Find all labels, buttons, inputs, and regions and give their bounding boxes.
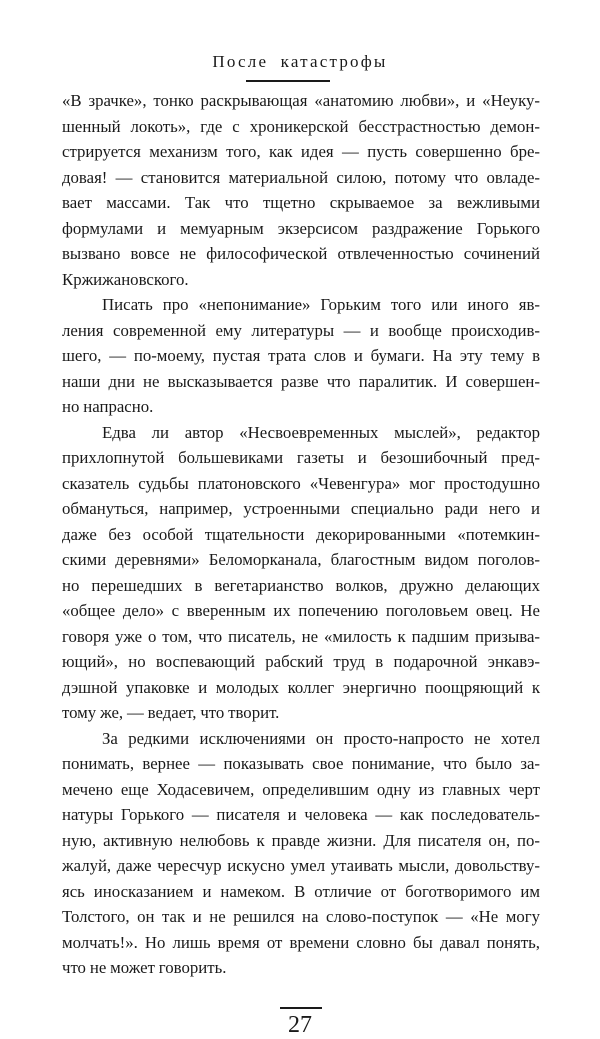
text-line: прихлопнутой большевиками газеты и безошибочный пред- <box>62 448 540 467</box>
text-line: шего, — по-моему, пустая трата слов и бумаги. На эту тему в <box>62 346 540 365</box>
body-text <box>62 88 540 981</box>
text-line: «общее дело» с вверенным их попечению поголовьем овец. Не <box>62 601 540 620</box>
text-line: ления современной ему литературы — и вообще происходив- <box>62 320 540 340</box>
paragraph <box>62 292 540 420</box>
text-line: мечено еще Ходасевичем, определившим одну из главных черт <box>62 779 540 799</box>
text-line: что не может говорить. <box>62 958 227 977</box>
text-line: говоря уже о том, что писатель, не «милость к падшим призыва- <box>62 626 540 646</box>
text-line: ную, активную нелюбовь к правде жизни. Для писателя он, по- <box>62 830 540 850</box>
text-line: натуры Горького — писателя и человека — как последователь- <box>62 805 540 824</box>
text-line: скими деревнями» Беломорканала, благостным видом поголов- <box>62 550 540 569</box>
header-rule <box>246 80 330 82</box>
paragraph <box>62 420 540 726</box>
text-line: но напрасно. <box>62 397 154 416</box>
text-line: Кржижановского. <box>62 269 189 289</box>
paragraph <box>62 726 540 981</box>
page-number: 27 <box>288 1011 312 1038</box>
text-line: обмануться, например, устроенными специально ради него и <box>62 499 540 518</box>
page-footer <box>0 1007 600 1039</box>
text-line: вызвано вовсе не философической отвлеченностью сочинений <box>62 244 540 263</box>
text-line: сказатель судьбы платоновского «Чевенгура» мог простодушно <box>62 473 540 493</box>
text-line: вает массами. Так что тщетно скрываемое за вежливыми <box>62 193 540 212</box>
text-line: жалуй, даже чересчур искусно умел утаивать мысли, довольству- <box>62 856 540 875</box>
text-line: молчать!». Но лишь время от времени словно бы давал понять, <box>62 932 540 952</box>
text-line: Писать про «непонимание» Горьким того или иного яв- <box>102 295 540 314</box>
footer-rule <box>280 1007 322 1009</box>
text-line: понимать, вернее — показывать свое понимание, что было за- <box>62 754 540 773</box>
paragraph <box>62 88 540 292</box>
text-line: формулами и мемуарным экзерсисом раздражение Горького <box>62 218 540 238</box>
text-line: ющий», но воспевающий рабский труд в подарочной энкавэ- <box>62 652 540 671</box>
text-line: «В зрачке», тонко раскрывающая «анатомию любви», и «Неуку- <box>62 91 540 110</box>
text-line: но перешедших в вегетарианство волков, дружно делающих <box>62 575 540 595</box>
running-head: После катастрофы <box>212 52 388 71</box>
text-line: дэшной упаковке и молодых коллег энергично поощряющий к <box>62 677 540 697</box>
text-line: ясь иносказанием и намеком. В отличие от боготворимого им <box>62 881 540 901</box>
text-line: довая! — становится материальной силою, потому что овладе- <box>62 167 540 187</box>
text-line: тому же, — ведает, что творит. <box>62 703 280 722</box>
text-line: Толстого, он так и не решился на слово-поступок — «Не могу <box>62 907 540 926</box>
text-line: даже без особой тщательности декорированными «потемкин- <box>62 524 540 544</box>
page-content <box>0 88 600 1039</box>
text-line: стрируется механизм того, как идея — пусть совершенно бре- <box>62 142 540 161</box>
text-line: наши дни не высказывается разве что паралитик. И совершен- <box>62 371 540 391</box>
text-line: За редкими исключениями он просто-напросто не хотел <box>102 728 540 748</box>
text-line: Едва ли автор «Несвоевременных мыслей», редактор <box>102 422 540 442</box>
text-line: шенный локоть», где с хроникерской бесстрастностью демон- <box>62 116 540 136</box>
